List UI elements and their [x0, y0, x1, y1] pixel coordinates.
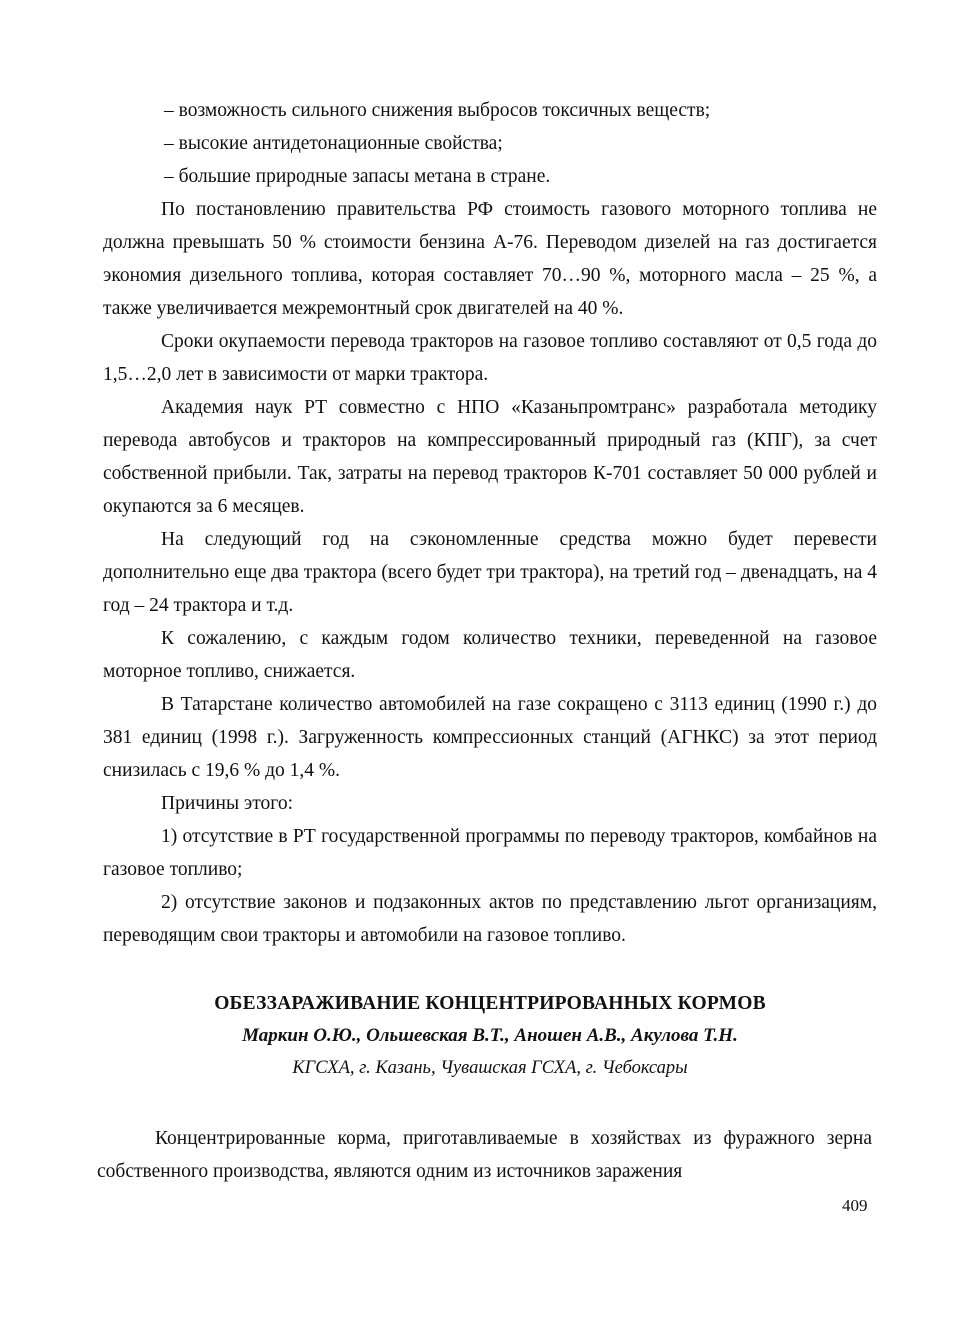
article-header: [103, 988, 877, 1084]
paragraph-academy: Академия наук РТ совместно с НПО «Казаньпромтранс» разработала методику перевода автобусов и тракторов на компрессированный природный газ (КПГ), за счет собственной прибыли. Так, затраты на перевод тракторов К-701 составляет 50 000 рублей и окупаются за 6 месяцев.: [103, 397, 877, 517]
body-text: [103, 94, 877, 952]
reason-item: 1) отсутствие в РТ государственной программы по переводу тракторов, комбайнов на газовое топливо;: [103, 826, 877, 880]
list-item: – высокие антидетонационные свойства;: [164, 133, 503, 154]
paragraph-fuel-cost: По постановлению правительства РФ стоимость газового моторного топлива не должна превышать 50 % стоимости бензина А-76. Переводом дизелей на газ достигается экономия дизельного топлива, которая составляет 70…90 %, моторного масла – 25 %, а также увеличивается межремонтный срок двигателей на 40 %.: [103, 199, 877, 319]
article-title: ОБЕЗЗАРАЖИВАНИЕ КОНЦЕНТРИРОВАННЫХ КОРМОВ: [214, 993, 766, 1014]
list-item: – возможность сильного снижения выбросов токсичных веществ;: [164, 100, 711, 121]
paragraph-reasons-heading: Причины этого:: [161, 793, 293, 814]
paragraph-decline: К сожалению, с каждым годом количество техники, переведенной на газовое моторное топливо, снижается.: [103, 628, 877, 682]
article-affiliation: КГСХА, г. Казань, Чувашская ГСХА, г. Чебоксары: [292, 1058, 688, 1078]
article-first-paragraph: Концентрированные корма, приготавливаемые в хозяйствах из фуражного зерна собственного производства, являются одним из источников заражения: [97, 1128, 872, 1182]
paragraph-next-year: На следующий год на сэкономленные средства можно будет перевести дополнительно еще два трактора (всего будет три трактора), на третий год – двенадцать, на 4 год – 24 трактора и т.д.: [103, 529, 877, 616]
article-body: [97, 1122, 872, 1188]
reason-item: 2) отсутствие законов и подзаконных актов по представлению льгот организациям, переводящим свои тракторы и автомобили на газовое топливо.: [103, 892, 877, 946]
paragraph-tatarstan: В Татарстане количество автомобилей на газе сокращено с 3113 единиц (1990 г.) до 381 единиц (1998 г.). Загруженность компрессионных станций (АГНКС) за этот период снизилась с 19,6 % до 1,4 %.: [103, 694, 877, 781]
paragraph-payback: Сроки окупаемости перевода тракторов на газовое топливо составляют от 0,5 года до 1,5…2,0 лет в зависимости от марки трактора.: [103, 331, 877, 385]
advantages-list: [103, 94, 877, 193]
article-authors: Маркин О.Ю., Ольшевская В.Т., Аношен А.В., Акулова Т.Н.: [242, 1025, 738, 1046]
list-item: – большие природные запасы метана в стране.: [164, 166, 551, 187]
page-number: 409: [842, 1196, 868, 1215]
